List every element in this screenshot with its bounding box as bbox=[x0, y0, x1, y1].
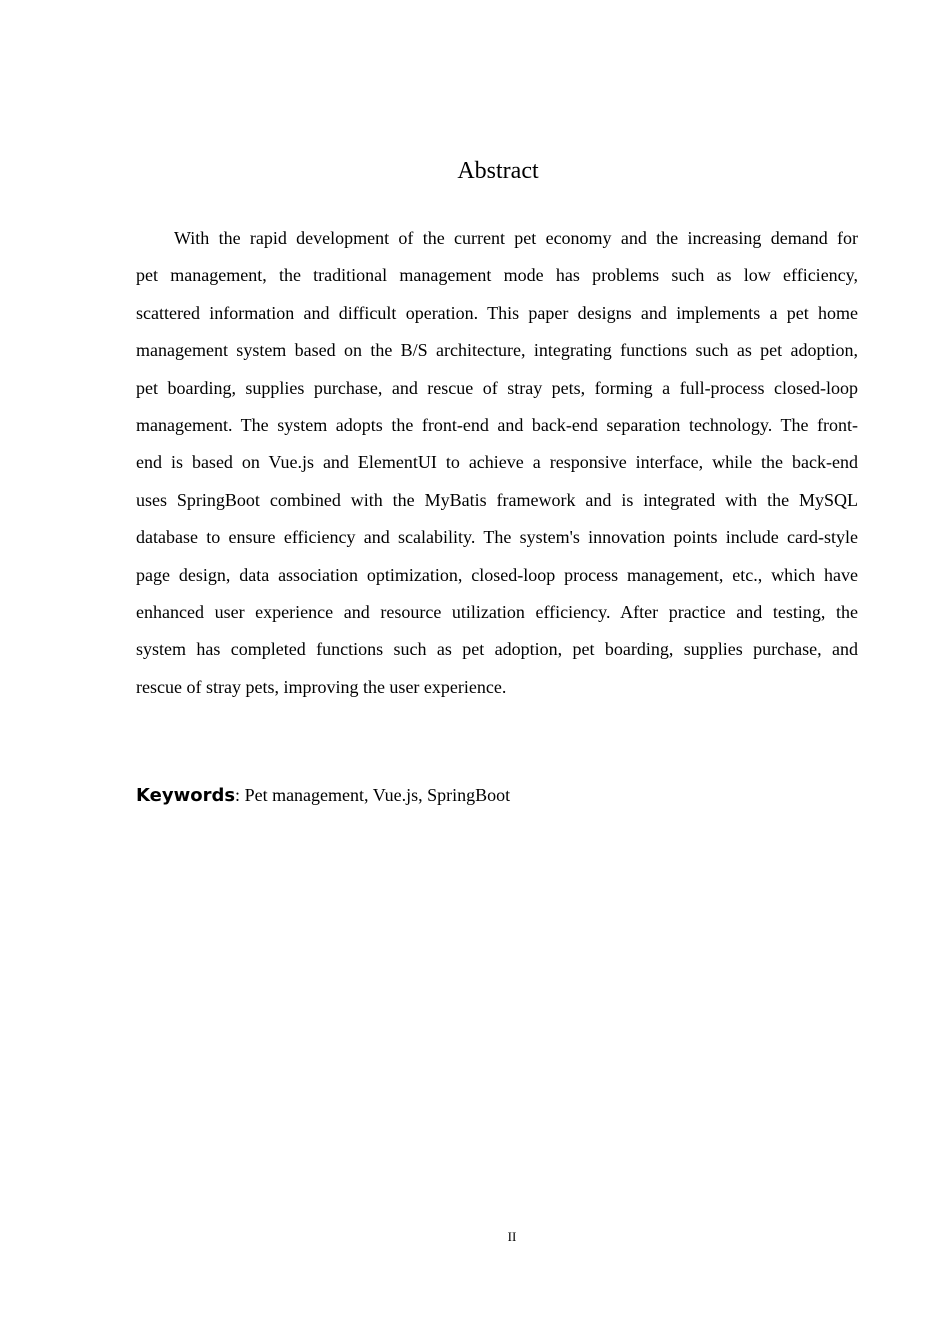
abstract-line: management. The system adopts the front-end and back-end separation technology. The front- bbox=[136, 414, 858, 435]
abstract-line: database to ensure efficiency and scalability. The system's innovation points include card-style bbox=[136, 527, 858, 548]
keywords-separator: : bbox=[235, 785, 245, 805]
page-title: Abstract bbox=[457, 158, 539, 184]
abstract-line: uses SpringBoot combined with the MyBatis framework and is integrated with the MySQL bbox=[136, 489, 858, 510]
abstract-line: With the rapid development of the current pet economy and the increasing demand for bbox=[174, 228, 858, 248]
abstract-line: page design, data association optimization, closed-loop process management, etc., which have bbox=[136, 564, 858, 585]
abstract-line: end is based on Vue.js and ElementUI to achieve a responsive interface, while the back-end bbox=[136, 452, 858, 473]
abstract-body bbox=[136, 225, 858, 711]
abstract-line: enhanced user experience and resource utilization efficiency. After practice and testing, the bbox=[136, 601, 858, 622]
abstract-line: pet management, the traditional management mode has problems such as low efficiency, bbox=[136, 265, 858, 286]
abstract-line: pet boarding, supplies purchase, and rescue of stray pets, forming a full-process closed-loop bbox=[136, 377, 858, 398]
keywords-value: Pet management, Vue.js, SpringBoot bbox=[244, 785, 511, 805]
abstract-line: management system based on the B/S architecture, integrating functions such as pet adoption, bbox=[136, 340, 858, 361]
abstract-line: system has completed functions such as pet adoption, pet boarding, supplies purchase, and bbox=[136, 639, 858, 660]
page-number: II bbox=[507, 1229, 517, 1244]
abstract-line: rescue of stray pets, improving the user experience. bbox=[136, 676, 507, 697]
keywords-label: Keywords bbox=[136, 785, 236, 806]
keywords bbox=[136, 785, 510, 806]
abstract-line: scattered information and difficult operation. This paper designs and implements a pet home bbox=[136, 302, 858, 323]
